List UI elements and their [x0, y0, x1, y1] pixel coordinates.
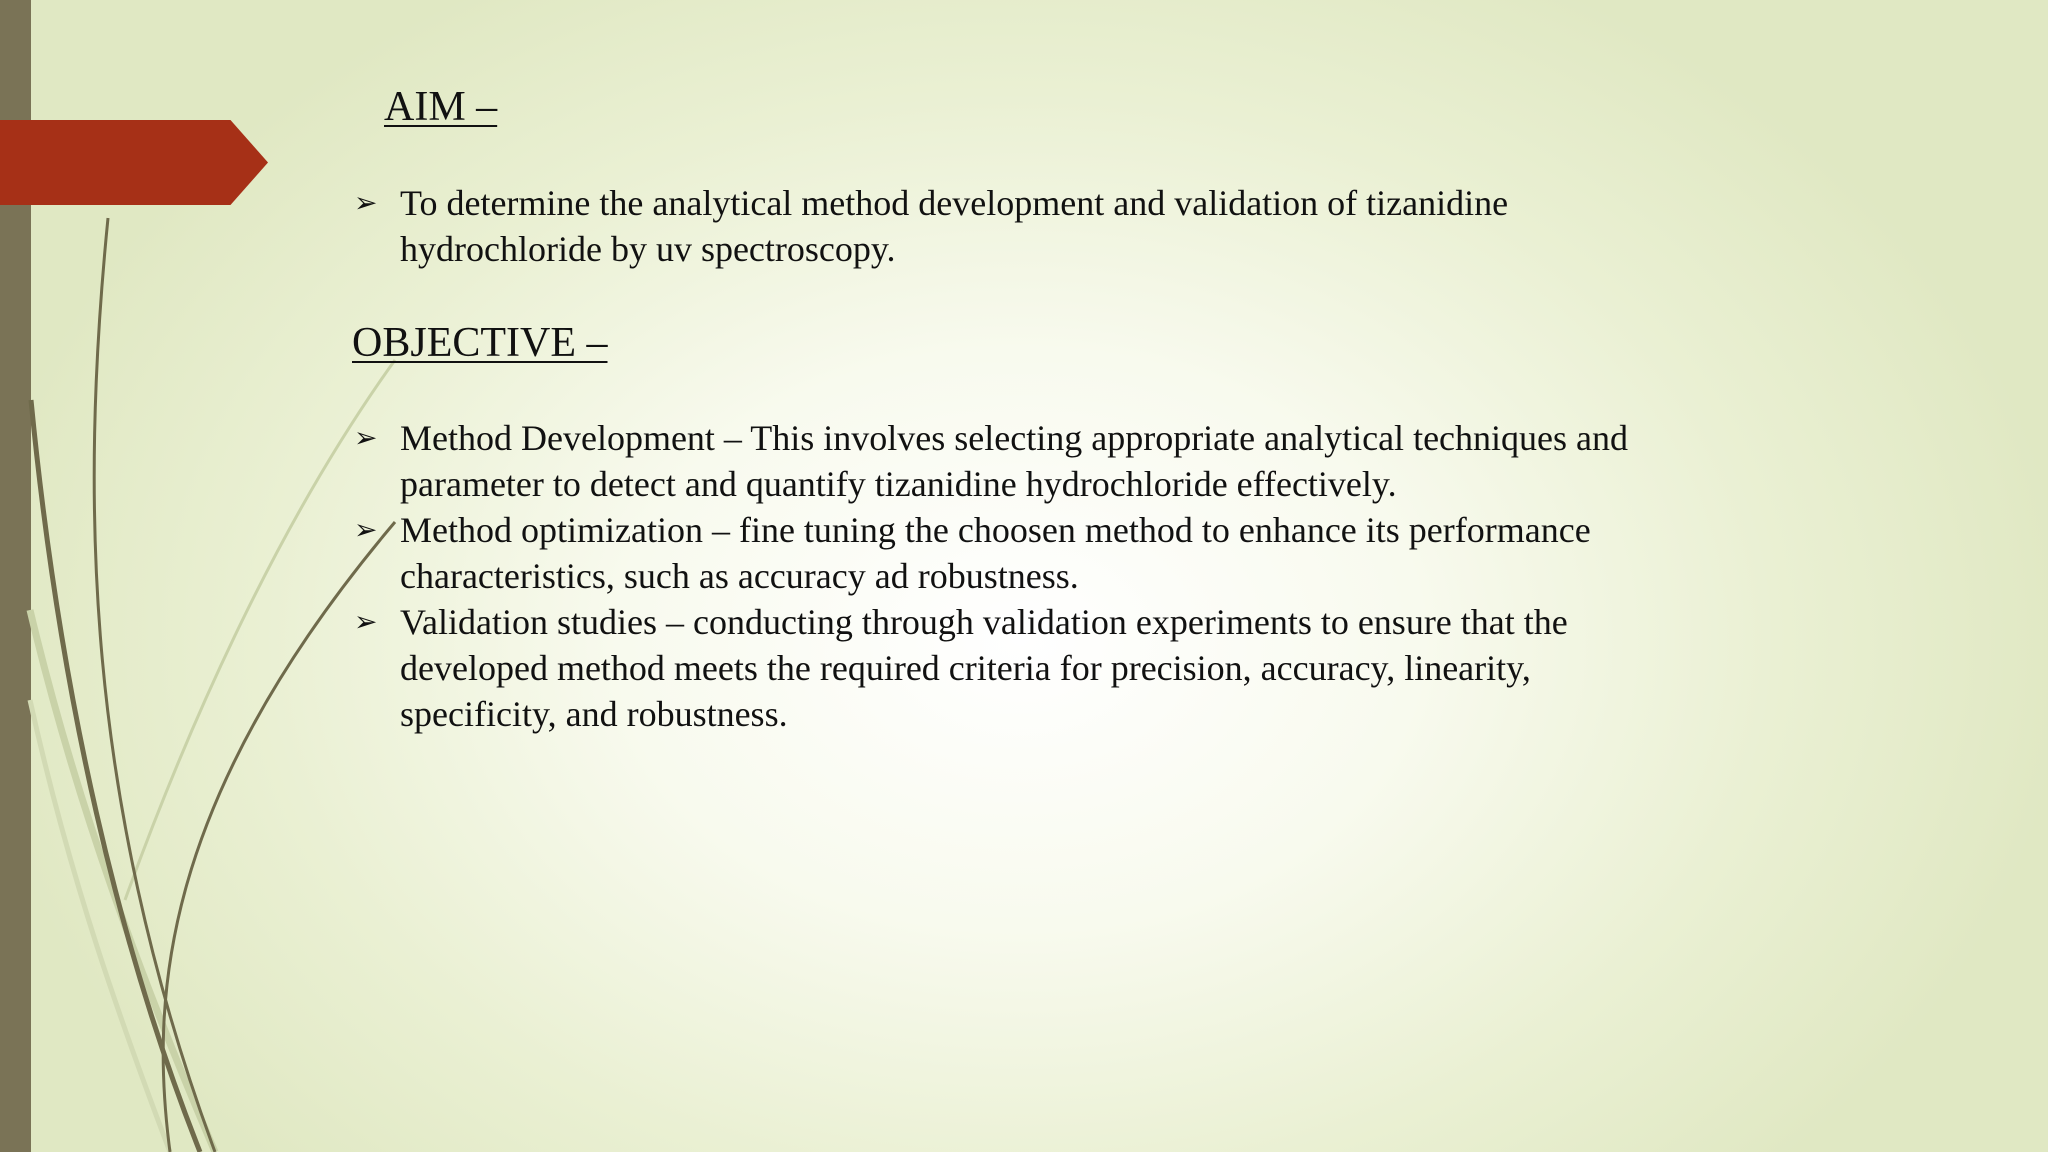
aim-bullet-list [352, 180, 1642, 272]
list-item [352, 180, 1642, 272]
list-item [352, 599, 1642, 737]
bullet-text: Method Development – This involves selecting appropriate analytical techniques and parameter to detect and quantify tizanidine hydrochloride effectively. [400, 418, 1628, 504]
bullet-text: Method optimization – fine tuning the choosen method to enhance its performance characteristics, such as accuracy ad robustness. [400, 510, 1591, 596]
arrowhead-bullet-icon: ➢ [354, 186, 378, 219]
list-item [352, 507, 1642, 599]
bullet-text: To determine the analytical method development and validation of tizanidine hydrochloride by uv spectroscopy. [400, 183, 1509, 269]
objective-bullet-list [352, 415, 1642, 737]
list-item [352, 415, 1642, 507]
bullet-text: Validation studies – conducting through validation experiments to ensure that the developed method meets the required criteria for precision, accuracy, linearity, specificity, and robustness. [400, 602, 1568, 734]
arrowhead-bullet-icon: ➢ [354, 513, 378, 546]
arrowhead-bullet-icon: ➢ [354, 421, 378, 454]
objective-heading: OBJECTIVE – [352, 320, 608, 366]
aim-heading: AIM – [384, 84, 498, 130]
arrowhead-bullet-icon: ➢ [354, 605, 378, 638]
